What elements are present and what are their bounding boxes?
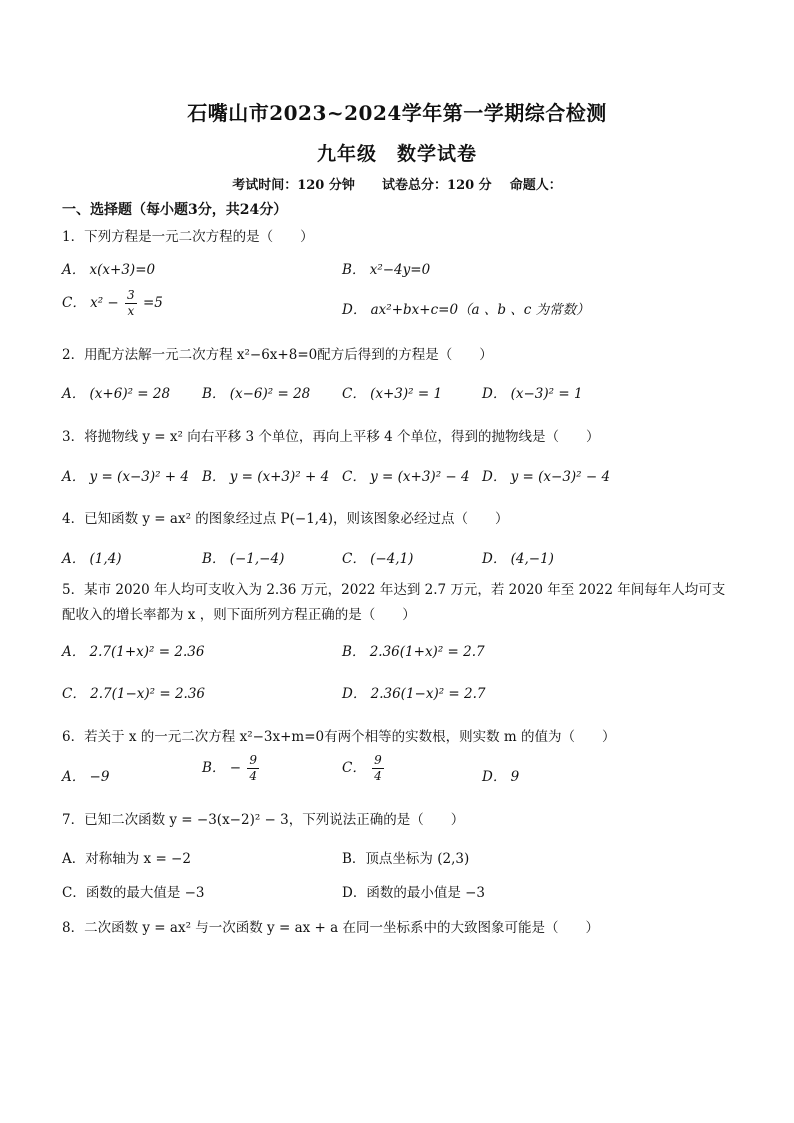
exam-title: 石嘴山市2023~2024学年第一学期综合检测 [187, 101, 607, 125]
fraction-denominator: x [127, 304, 135, 318]
question-2-option-d: D． (x−3)² = 1 [482, 386, 583, 402]
fraction-denominator: 4 [374, 769, 382, 783]
question-6-option-c-prefix: C． [342, 760, 366, 776]
question-1-option-c-prefix: C． x² − [62, 295, 119, 311]
question-6-option-b-fraction [247, 753, 259, 784]
question-3-option-c: C． y = (x+3)² − 4 [342, 469, 470, 485]
question-1-stem: 1．下列方程是一元二次方程的是（ ） [62, 229, 314, 245]
question-6-option-a: A． −9 [62, 769, 110, 785]
question-2-stem: 2．用配方法解一元二次方程 x²−6x+8=0配方后得到的方程是（ ） [62, 347, 493, 363]
question-3-option-d: D． y = (x−3)² − 4 [482, 469, 611, 485]
question-4-option-c: C． (−4,1) [342, 551, 414, 567]
question-6-option-b-prefix: B． − [202, 760, 242, 776]
exam-info: 考试时间：120 分钟 试卷总分：120 分 命题人： [232, 178, 562, 193]
question-2-option-b: B． (x−6)² = 28 [202, 386, 311, 402]
exam-subtitle: 九年级 数学试卷 [316, 143, 477, 165]
question-5-option-c: C． 2.7(1−x)² = 2.36 [62, 686, 206, 702]
question-6-option-b [202, 753, 261, 784]
question-4-stem: 4．已知函数 y = ax² 的图象经过点 P(−1,4)，则该图象必经过点（ ） [62, 511, 509, 527]
question-4-option-a: A． (1,4) [62, 551, 122, 567]
question-3-option-a: A． y = (x−3)² + 4 [62, 469, 190, 485]
fraction-numerator: 9 [374, 753, 382, 767]
question-1-option-b: B． x²−4y=0 [342, 262, 431, 278]
question-1-option-c [62, 288, 163, 319]
question-6-option-d: D． 9 [482, 769, 520, 785]
section-heading: 一、选择题（每小题3分，共24分） [62, 202, 288, 218]
question-8-stem: 8．二次函数 y = ax² 与一次函数 y = ax + a 在同一坐标系中的大致图象可能是（ ） [62, 920, 599, 936]
question-7-stem: 7．已知二次函数 y = −3(x−2)² − 3，下列说法正确的是（ ） [62, 812, 465, 828]
question-1-option-c-suffix: =5 [142, 295, 163, 311]
question-2-option-c: C． (x+3)² = 1 [342, 386, 443, 402]
question-7-option-c: C．函数的最大值是 −3 [62, 885, 205, 901]
question-2-option-a: A． (x+6)² = 28 [62, 386, 171, 402]
question-6-stem: 6．若关于 x 的一元二次方程 x²−3x+m=0有两个相等的实数根，则实数 m 的值为（ ） [62, 729, 616, 745]
question-7-option-b: B．顶点坐标为 (2,3) [342, 851, 470, 867]
question-5-option-a: A． 2.7(1+x)² = 2.36 [62, 644, 205, 660]
question-7-option-d: D．函数的最小值是 −3 [342, 885, 486, 901]
question-1-option-c-fraction [125, 288, 137, 319]
fraction-numerator: 3 [127, 288, 135, 302]
question-1-option-d: D． ax²+bx+c=0（a 、b 、c 为常数） [342, 302, 590, 318]
question-6-option-c [342, 753, 386, 784]
question-5-option-d: D． 2.36(1−x)² = 2.7 [342, 686, 486, 702]
question-5-stem: 5．某市 2020 年人均可支收入为 2.36 万元，2022 年达到 2.7 万元，若 2020 年至 2022 年间每年人均可支配收入的增长率都为 x ，则下面所列方程正确的是（ ） [62, 582, 726, 623]
fraction-numerator: 9 [249, 753, 257, 767]
question-4-option-d: D． (4,−1) [482, 551, 554, 567]
question-6-option-c-fraction [372, 753, 384, 784]
question-3-option-b: B． y = (x+3)² + 4 [202, 469, 330, 485]
question-5-option-b: B． 2.36(1+x)² = 2.7 [342, 644, 485, 660]
question-3-stem: 3．将抛物线 y = x² 向右平移 3 个单位，再向上平移 4 个单位，得到的抛物线是（ ） [62, 429, 600, 445]
question-4-option-b: B． (−1,−4) [202, 551, 285, 567]
fraction-denominator: 4 [249, 769, 257, 783]
question-7-option-a: A．对称轴为 x = −2 [62, 851, 191, 867]
question-1-option-a: A． x(x+3)=0 [62, 262, 156, 278]
